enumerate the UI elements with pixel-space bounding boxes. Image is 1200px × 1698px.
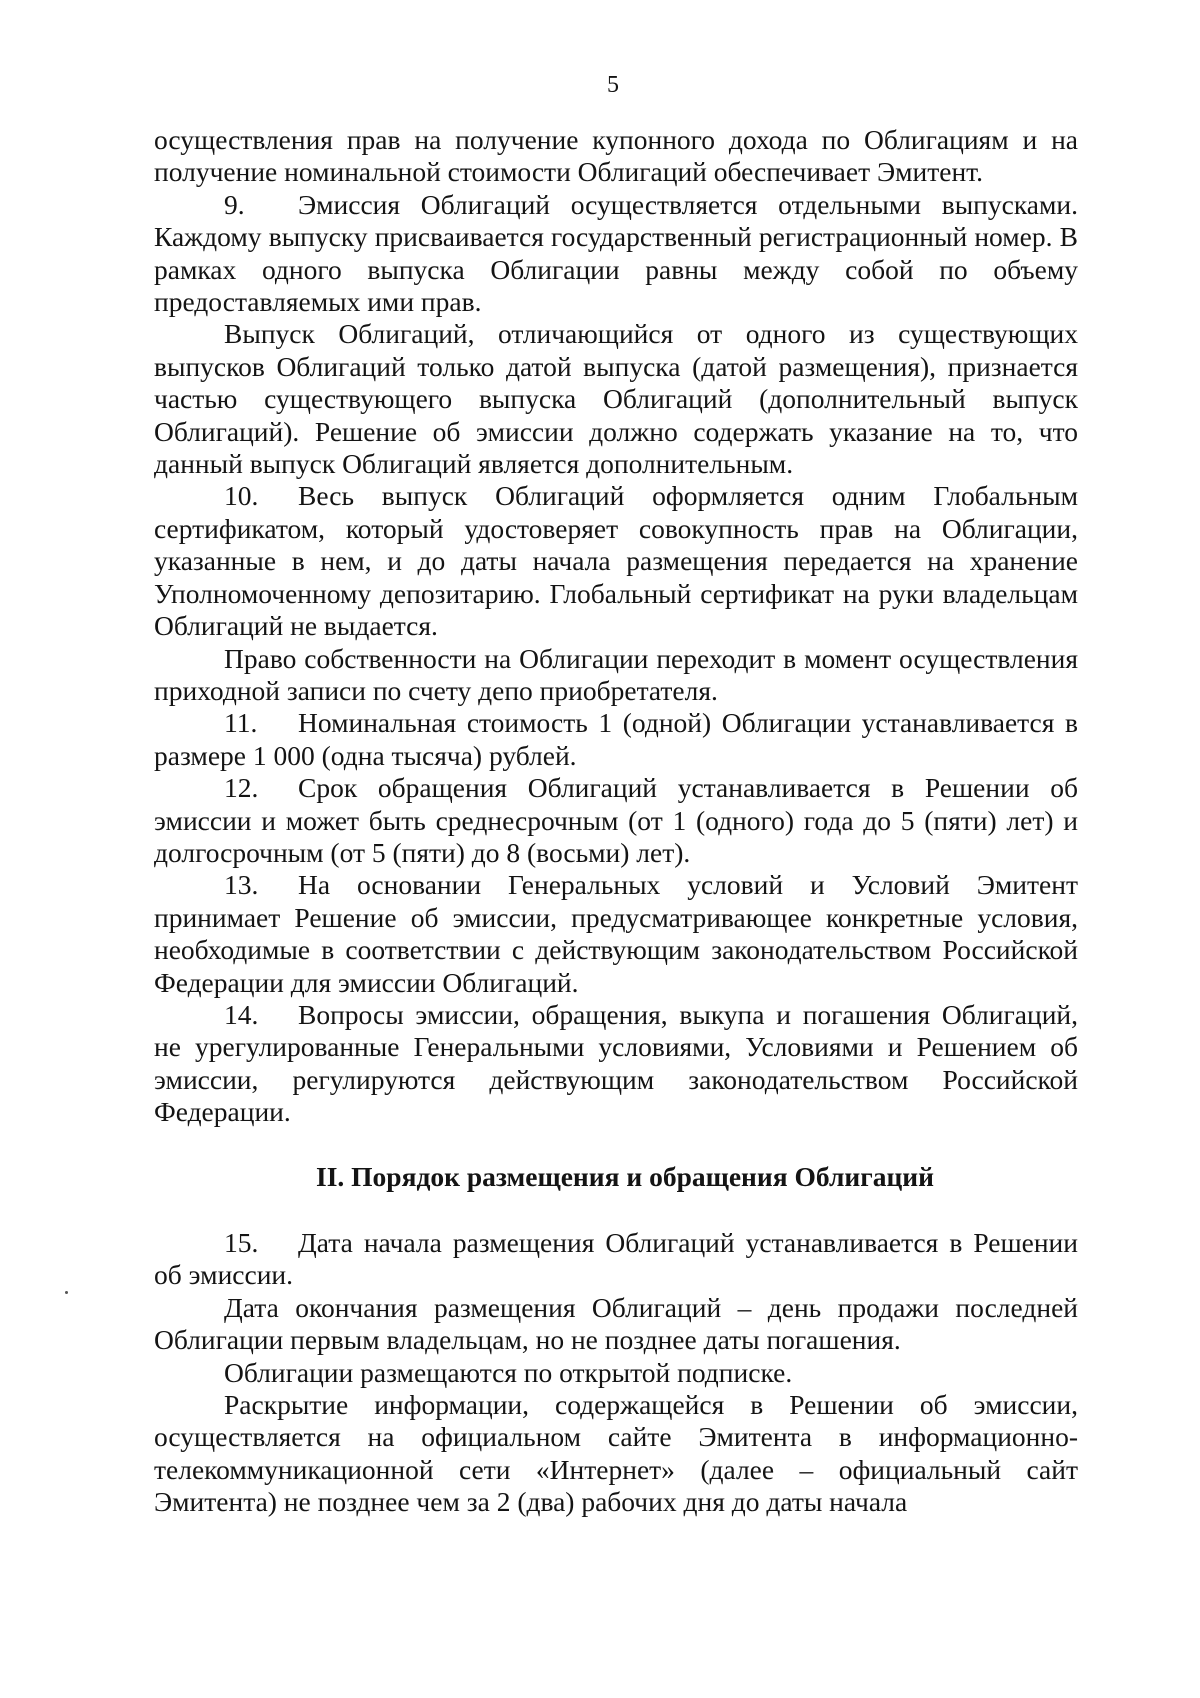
paragraph-text: Дата начала размещения Облигаций устанавливается в Решении об эмиссии. (154, 1227, 1078, 1291)
scan-speck (65, 1291, 68, 1294)
paragraph-text: Номинальная стоимость 1 (одной) Облигации устанавливается в размере 1 000 (одна тысяча) рублей. (154, 707, 1078, 771)
paragraph-text: Срок обращения Облигаций устанавливается в Решении об эмиссии и может быть среднесрочным (от 1 (одного) года до 5 (пяти) лет) и долгосрочным (от 5 (пяти) до 8 (восьми) лет). (154, 772, 1078, 868)
section-heading: II. Порядок размещения и обращения Облигаций (316, 1160, 934, 1192)
item-number: 12. (224, 772, 259, 804)
paragraph-item-14 (154, 999, 1078, 1129)
item-number: 14. (224, 998, 259, 1030)
paragraph-text: Облигации размещаются по открытой подписке. (224, 1356, 793, 1388)
item-number: 13. (224, 869, 259, 901)
paragraph-item-11 (154, 707, 1078, 772)
paragraph-open-subscription (154, 1357, 1078, 1389)
paragraph-text: Дата окончания размещения Облигаций – день продажи последней Облигации первым владельцам, но не позднее даты погашения. (154, 1291, 1078, 1356)
item-number: 9. (224, 188, 245, 220)
paragraph-item-13 (154, 869, 1078, 999)
paragraph-text: Весь выпуск Облигаций оформляется одним Глобальным сертификатом, который удостоверяет совокупность прав на Облигации, указанные в нем, и до даты начала размещения передается на хранение Уполномоченному депозитарию. Глобальный сертификат на руки владельцам Облигаций не выдается. (154, 480, 1078, 642)
paragraph-text: Вопросы эмиссии, обращения, выкупа и погашения Облигаций, не урегулированные Генеральными условиями, Условиями и Решением об эмиссии, регулируются действующим законодательством Российской Федерации. (154, 998, 1078, 1128)
paragraph-text: Эмиссия Облигаций осуществляется отдельными выпусками. Каждому выпуску присваивается государственный регистрационный номер. В рамках одного выпуска Облигации равны между собой по объему предоставляемых ими прав. (154, 188, 1078, 318)
paragraph-additional-issue (154, 318, 1078, 480)
item-number: 11. (224, 707, 258, 739)
paragraph-text: осуществления прав на получение купонного дохода по Облигациям и на получение номинальной стоимости Облигаций обеспечивает Эмитент. (154, 124, 1078, 188)
paragraph-ownership (154, 643, 1078, 708)
paragraph-text: Раскрытие информации, содержащейся в Решении об эмиссии, осуществляется на официальном сайте Эмитента в информационно-телекоммуникационной сети «Интернет» (далее – официальный сайт Эмитента) не позднее чем за 2 (два) рабочих дня до даты начала (154, 1389, 1078, 1518)
paragraph-placement-end (154, 1292, 1078, 1357)
paragraph-text: На основании Генеральных условий и Условий Эмитент принимает Решение об эмиссии, предусматривающее конкретные условия, необходимые в соответствии с действующим законодательством Российской Федерации для эмиссии Облигаций. (154, 869, 1078, 998)
item-number: 15. (224, 1227, 259, 1258)
document-body (154, 124, 1078, 1519)
paragraph-item-15 (154, 1227, 1078, 1292)
paragraph-disclosure (154, 1389, 1078, 1519)
paragraph-text: Право собственности на Облигации переходит в момент осуществления приходной записи по счету депо приобретателя. (154, 642, 1078, 706)
paragraph-item-9 (154, 189, 1078, 319)
page-number: 5 (607, 72, 619, 98)
item-number: 10. (224, 480, 259, 512)
paragraph-item-12 (154, 772, 1078, 869)
paragraph-item-10 (154, 480, 1078, 642)
paragraph-continuation (154, 124, 1078, 189)
paragraph-text: Выпуск Облигаций, отличающийся от одного из существующих выпусков Облигаций только датой выпуска (датой размещения), признается частью существующего выпуска Облигаций (дополнительный выпуск Облигаций). Решение об эмиссии должно содержать указание на то, что данный выпуск Облигаций является дополнительным. (154, 318, 1078, 480)
